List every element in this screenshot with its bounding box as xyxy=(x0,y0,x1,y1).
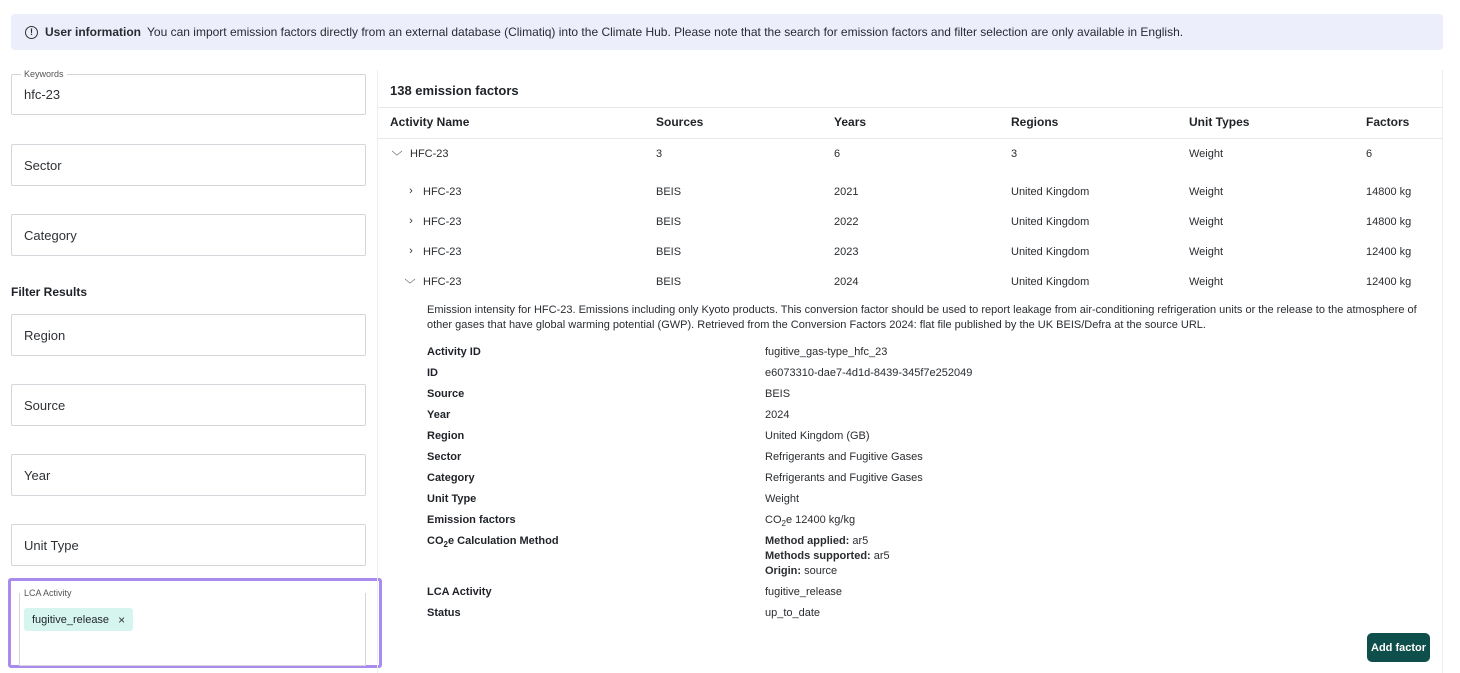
keywords-label: Keywords xyxy=(21,69,67,80)
category-select[interactable] xyxy=(11,214,366,256)
sector-select[interactable] xyxy=(11,144,366,186)
year-placeholder: Year xyxy=(24,467,51,483)
methods-supported-value: ar5 xyxy=(873,550,890,562)
detail-label: LCA Activity xyxy=(427,586,492,598)
filter-results-heading: Filter Results xyxy=(11,285,88,299)
method-applied-label: Method applied: xyxy=(765,535,850,547)
group-activity-name: HFC-23 xyxy=(410,148,449,160)
detail-label: Unit Type xyxy=(427,493,477,505)
header-bottom-divider xyxy=(378,138,1443,139)
add-factor-button[interactable]: Add factor xyxy=(1367,633,1430,662)
co2-subscript: 2 xyxy=(781,519,786,529)
detail-label: Region xyxy=(427,430,465,442)
method-applied-value: ar5 xyxy=(852,535,869,547)
banner-text: You can import emission factors directly from an external database (Climatiq) into the Climate Hub. Please note that the search for emission factors and filter selection are only available in English. xyxy=(147,25,1184,39)
detail-unit-type: Weight xyxy=(765,493,800,505)
keywords-input[interactable] xyxy=(11,69,366,115)
row-region: United Kingdom xyxy=(1011,246,1090,258)
detail-id: e6073310-dae7-4d1d-8439-345f7e252049 xyxy=(765,367,973,379)
row-activity-name: HFC-23 xyxy=(423,246,462,258)
chip-label: fugitive_release xyxy=(32,613,110,626)
keywords-value: hfc-23 xyxy=(24,87,61,102)
row-unit-type: Weight xyxy=(1189,216,1224,228)
row-year: 2024 xyxy=(834,276,859,288)
row-activity-name: HFC-23 xyxy=(423,186,462,198)
unit-type-placeholder: Unit Type xyxy=(24,537,79,553)
row-region: United Kingdom xyxy=(1011,276,1090,288)
detail-label: Sector xyxy=(427,451,462,463)
lca-activity-label: LCA Activity xyxy=(24,588,72,598)
row-source: BEIS xyxy=(656,216,682,228)
column-header-sources[interactable]: Sources xyxy=(656,115,704,129)
row-source: BEIS xyxy=(656,276,682,288)
row-factor: 12400 kg xyxy=(1366,276,1412,288)
chevron-right-icon[interactable]: › xyxy=(409,245,413,257)
column-header-factors[interactable]: Factors xyxy=(1366,115,1410,129)
row-year: 2023 xyxy=(834,246,859,258)
detail-label: ID xyxy=(427,367,438,379)
source-placeholder: Source xyxy=(24,397,66,413)
detail-label: Category xyxy=(427,472,475,484)
banner-title: User information xyxy=(45,25,142,39)
emission-factor-value: e 12400 kg/kg xyxy=(785,514,856,526)
group-unit-types: Weight xyxy=(1189,148,1224,160)
co2-prefix: CO xyxy=(765,514,782,526)
methods-supported xyxy=(765,550,890,562)
detail-status: up_to_date xyxy=(765,607,821,619)
detail-lca-activity: fugitive_release xyxy=(765,586,843,598)
calc-method-label-rest: e Calculation Method xyxy=(447,535,559,547)
origin xyxy=(765,565,837,577)
column-header-regions[interactable]: Regions xyxy=(1011,115,1059,129)
column-header-unit-types[interactable]: Unit Types xyxy=(1189,115,1250,129)
row-year: 2022 xyxy=(834,216,859,228)
unit-type-select[interactable] xyxy=(11,524,366,566)
co2-prefix: CO xyxy=(427,535,444,547)
lca-activity-chip xyxy=(24,608,133,631)
category-placeholder: Category xyxy=(24,227,77,243)
row-region: United Kingdom xyxy=(1011,216,1090,228)
region-placeholder: Region xyxy=(24,327,66,343)
row-unit-type: Weight xyxy=(1189,186,1224,198)
right-border xyxy=(1442,70,1443,673)
column-divider xyxy=(377,70,378,673)
group-years: 6 xyxy=(834,148,841,160)
co2-subscript: 2 xyxy=(443,540,448,550)
results-count-title: 138 emission factors xyxy=(390,83,519,98)
column-header-activity-name[interactable]: Activity Name xyxy=(390,115,470,129)
origin-label: Origin: xyxy=(765,565,802,577)
detail-label: Year xyxy=(427,409,451,421)
year-select[interactable] xyxy=(11,454,366,496)
detail-sector: Refrigerants and Fugitive Gases xyxy=(765,451,923,463)
chevron-down-icon[interactable]: ﹀ xyxy=(391,151,403,163)
row-factor: 14800 kg xyxy=(1366,186,1412,198)
row-year: 2021 xyxy=(834,186,859,198)
column-header-years[interactable]: Years xyxy=(834,115,867,129)
methods-supported-label: Methods supported: xyxy=(765,550,871,562)
group-sources: 3 xyxy=(656,148,663,160)
sector-placeholder: Sector xyxy=(24,157,62,173)
row-unit-type: Weight xyxy=(1189,276,1224,288)
row-factor: 14800 kg xyxy=(1366,216,1412,228)
header-top-divider xyxy=(378,107,1443,108)
close-icon[interactable]: × xyxy=(118,612,126,627)
group-factors: 6 xyxy=(1366,148,1373,160)
origin-value: source xyxy=(804,565,838,577)
row-activity-name: HFC-23 xyxy=(423,216,462,228)
detail-label: Emission factors xyxy=(427,514,516,526)
detail-emission-factors xyxy=(765,514,855,528)
detail-category: Refrigerants and Fugitive Gases xyxy=(765,472,923,484)
method-applied xyxy=(765,535,868,547)
detail-region: United Kingdom (GB) xyxy=(765,430,870,442)
chevron-right-icon[interactable]: › xyxy=(409,215,413,227)
row-source: BEIS xyxy=(656,186,682,198)
row-source: BEIS xyxy=(656,246,682,258)
chevron-down-icon[interactable]: ﹀ xyxy=(404,279,416,291)
detail-activity-id: fugitive_gas-type_hfc_23 xyxy=(765,346,888,358)
row-unit-type: Weight xyxy=(1189,246,1224,258)
detail-label-calc-method xyxy=(427,535,559,549)
region-select[interactable] xyxy=(11,314,366,356)
group-regions: 3 xyxy=(1011,148,1018,160)
factor-description: Emission intensity for HFC-23. Emissions including only Kyoto products. This conversion factor should be used to report leakage from air-conditioning refrigeration units or the release to the atmosphere of other gases that have global warming potential (GWP). Retrieved from the Conversion Factors 2024: flat file published by the UK BEIS/Defra at the source URL. xyxy=(427,304,1417,331)
detail-year: 2024 xyxy=(765,409,790,421)
detail-label: Source xyxy=(427,388,465,400)
row-region: United Kingdom xyxy=(1011,186,1090,198)
detail-source: BEIS xyxy=(765,388,791,400)
chevron-right-icon[interactable]: › xyxy=(409,185,413,197)
info-icon: ! xyxy=(25,26,38,39)
row-factor: 12400 kg xyxy=(1366,246,1412,258)
detail-label: Activity ID xyxy=(427,346,481,358)
row-activity-name: HFC-23 xyxy=(423,276,462,288)
source-select[interactable] xyxy=(11,384,366,426)
detail-label: Status xyxy=(427,607,461,619)
info-banner xyxy=(11,14,1443,50)
